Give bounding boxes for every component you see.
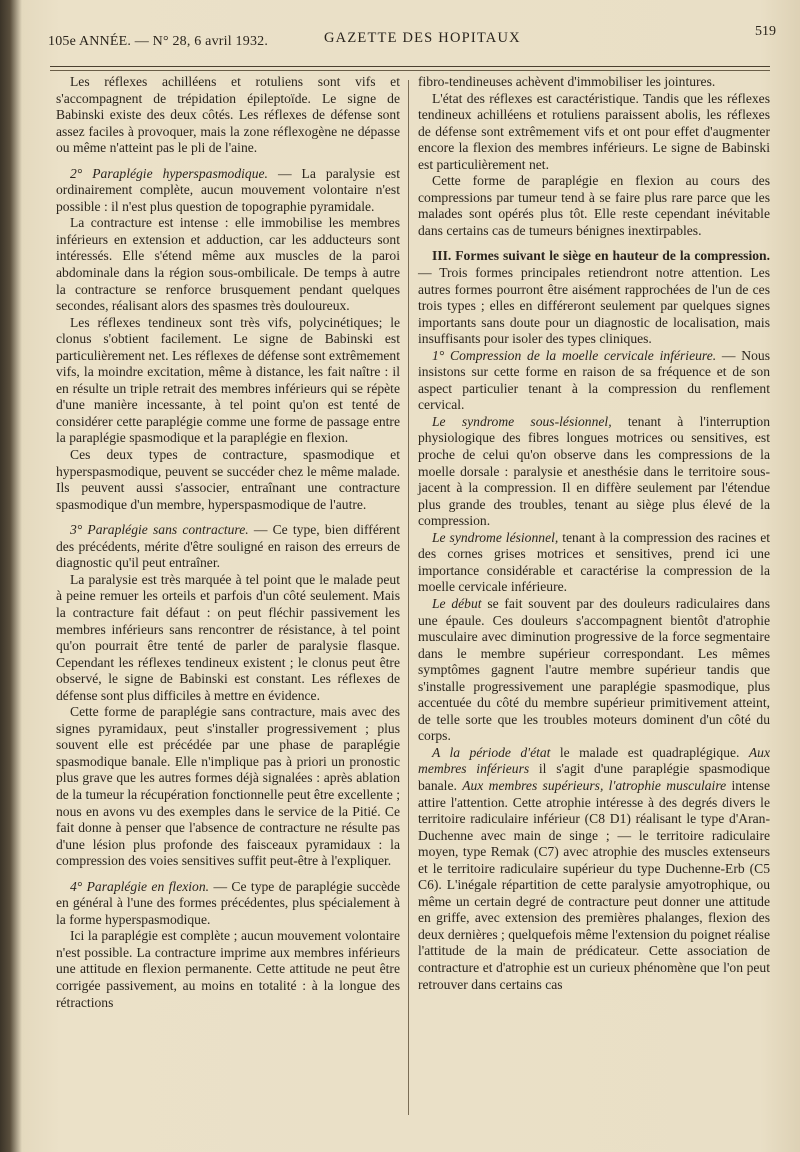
- paragraph: [418, 530, 770, 596]
- section-heading: 1° Compression de la moelle cervicale inférieure.: [432, 347, 717, 363]
- paragraph-text: tenant à la compression des racines et des cornes grises motrices et sensitives, prend ici une importance considérable et caractérise la compression de la moelle cervicale inférieure.: [418, 529, 771, 595]
- section-paragraph: [418, 348, 770, 414]
- paragraph: Cette forme de paraplégie en flexion au cours des compressions par tumeur tend à se faire plus rare parce que les malades sont opérés plus tôt. Elle reste cependant inévitable dans certains cas de tumeurs bénignes inextirpables.: [418, 173, 770, 238]
- left-column: [56, 74, 400, 1011]
- page-number: 519: [755, 24, 776, 39]
- lead-phrase: Le syndrome lésionnel,: [432, 529, 559, 545]
- header-rule-thin: [50, 70, 770, 71]
- section-paragraph: [56, 522, 400, 572]
- section-text: — Trois formes principales retiendront notre attention. Les autres formes pourront être aisément rapprochées de l'un de ces trois types ; elles en différeront seulement par quelques signes importants sans doute pour un diagnostic de localisation, mais insuffisants pour isoler des types cliniques.: [418, 265, 770, 347]
- section-heading: 4° Paraplégie en flexion.: [70, 878, 210, 894]
- emphasis: Aux membres supérieurs, l'atrophie musculaire: [462, 777, 727, 793]
- paragraph: La contracture est intense : elle immobilise les membres inférieurs en extension et adduction, car les adducteurs sont intéressés. Elle s'étend même aux muscles de la paroi abdominale dans la région sous-ombilicale. De temps à autre la contracture se renforce brusquement pendant quelques secondes, réalisant alors des spasmes très douloureux.: [56, 215, 400, 314]
- section-paragraph: [56, 879, 400, 929]
- paragraph: Ici la paraplégie est complète ; aucun mouvement volontaire n'est possible. La contracture imprime aux membres inférieurs une attitude en flexion permanente. Cette attitude ne peut être corrigée passivement, au moins en totalité : à la longue des rétractions: [56, 928, 400, 1010]
- page-header: [48, 24, 782, 64]
- section-heading: III. Formes suivant le siège en hauteur de la compression.: [432, 248, 770, 264]
- section-text: — La paralysie est ordinairement complète, aucun mouvement volontaire n'est possible : il n'est plus question de topographie pyramidale.: [56, 165, 400, 214]
- journal-title: GAZETTE DES HOPITAUX: [324, 30, 521, 46]
- lead-phrase: Le syndrome sous-lésionnel,: [432, 413, 612, 429]
- header-rule: [50, 66, 770, 67]
- section-text: — Ce type, bien différent des précédents, mérite d'être souligné en raison des erreurs de diagnostic qu'il peut entraîner.: [56, 522, 400, 571]
- column-separator: [408, 80, 409, 1115]
- paragraph: La paralysie est très marquée à tel point que le malade peut à peine remuer les orteils et parfois d'un côté seulement. Mais la contracture fait défaut : on peut fléchir passivement les membres inférieurs sans rencontrer de résistance, à tel point qu'on pourrait être tenté de parler de paralysie flasque. Cependant les réflexes tendineux existent ; le clonus peut être observé, le signe de Babinski est constant. Les réflexes de défense sont plus difficiles à mettre en évidence.: [56, 571, 400, 703]
- paragraph-text: intense attire l'attention. Cette atrophie intéresse à des degrés divers le territoire radiculaire inférieur (C8 D1) réalisant le type d'Aran-Duchenne avec main de singe ; — le territoire radiculaire moyen, type Remak (C7) avec atrophie des muscles extenseurs et le territoire radiculaire supérieur du type Duchenne-Erb (C5 C6). L'inégale répartition de cette paralysie amyotrophique, ou même un certain degré de contracture peut donner une attitude en griffe, avec extension des premières phalanges, flexion des deux dernières ; quelquefois même l'extension du poignet réalise l'attitude de la main de prédicateur. Cette association de contracture et d'atrophie est un curieux phénomène que l'on peut retrouver dans certains cas: [418, 777, 771, 992]
- section-heading: 3° Paraplégie sans contracture.: [70, 522, 249, 538]
- section-paragraph: [56, 166, 400, 216]
- lead-phrase: A la période d'état: [432, 744, 551, 760]
- paragraph: [418, 745, 770, 993]
- section-text: — Ce type de paraplégie succède en général à l'une des formes précédentes, plus spécialement à la forme hyperspasmodique.: [56, 878, 400, 927]
- emphasis: Aux membres inférieurs: [418, 744, 770, 777]
- paragraph: [418, 596, 770, 745]
- section-heading: 2° Paraplégie hyperspasmodique.: [70, 165, 268, 181]
- lead-phrase: Le début: [432, 595, 482, 611]
- section-text: — Nous insistons sur cette forme en raison de sa fréquence et de son aspect particulier tenant à la compression du renflement cervical.: [418, 347, 771, 413]
- paragraph: Les réflexes tendineux sont très vifs, polycinétiques; le clonus s'obtient facilement. Le signe de Babinski est particulièrement net. Les réflexes de défense sont extrêmement vifs, la moindre excitation, même à distance, les fait naître : il en résulte un triple retrait des membres inférieurs qui se répète d'une manière incessante, à tel point qu'on est tenté de considérer cette paraplégie comme une forme de passage entre la paraplégie spasmodique et la paraplégie en flexion.: [56, 314, 400, 446]
- paragraph: fibro-tendineuses achèvent d'immobiliser les jointures.: [418, 74, 716, 89]
- paragraph-text: tenant à l'interruption physiologique des fibres longues motrices ou sensitives, est proche de celui qu'on observe dans les compressions de la moelle dorsale : paralysie et anesthésie dans le territoire sous-jacent à la compression. Il en diffère seulement par l'étendue plus grande des troubles, tenant au siège plus élevé de la compression.: [418, 413, 770, 529]
- paragraph: [418, 414, 770, 530]
- issue-line: 105e ANNÉE. — N° 28, 6 avril 1932.: [48, 34, 269, 49]
- section-paragraph: [418, 248, 770, 347]
- paragraph-text: il s'agit d'une paraplégie spasmodique banale.: [418, 761, 770, 793]
- paragraph-text: se fait souvent par des douleurs radiculaires dans une épaule. Ces douleurs s'accompagnent bientôt d'atrophie musculaire avec diminution progressive de la force segmentaire dans le membre supérieur correspondant. Les mêmes symptômes gagnent l'autre membre supérieur tandis que s'installe progressivement une paraplégie spasmodique, plus accentuée du côté du membre supérieur primitivement atteint, de telle sorte que les troubles moteurs dominent d'un côté du corps.: [418, 595, 770, 744]
- paragraph: Cette forme de paraplégie sans contracture, mais avec des signes pyramidaux, peut s'installer progressivement ; plus souvent elle est précédée par une phase de paraplégie spasmodique banale. Elle n'implique pas à priori un pronostic plus grave que les autres formes déjà signalées : après ablation de la tumeur la récupération fonctionnelle peut être excellente ; nous en avons vu des exemples dans le service de la Pitié. Ce fait donne à penser que l'absence de contracture ne résulte pas d'une lésion plus profonde des faisceaux pyramidaux : la compression des voies sensitives suffit peut-être à l'expliquer.: [56, 704, 400, 869]
- paragraph: Les réflexes achilléens et rotuliens sont vifs et s'accompagnent de trépidation épileptoïde. Le signe de Babinski existe des deux côtés. Les réflexes de défense sont assez faciles à provoquer, mais la zone réflexogène ne dépasse ou même n'atteint pas le pli de l'aine.: [56, 74, 400, 156]
- paragraph: Ces deux types de contracture, spasmodique et hyperspasmodique, peuvent se succéder chez le même malade. Ils peuvent aussi s'associer, entraînant une contracture spasmodique d'un membre, hyperspasmodique de l'autre.: [56, 447, 400, 512]
- paragraph: L'état des réflexes est caractéristique. Tandis que les réflexes tendineux achilléens et rotuliens paraissent abolis, les réflexes de défense sont extrêmement vifs et ont pour effet d'augmenter encore la flexion des membres inférieurs. Le signe de Babinski est particulièrement net.: [418, 90, 770, 172]
- right-column: [418, 74, 770, 993]
- paragraph-text: le malade est quadraplégique.: [550, 744, 749, 760]
